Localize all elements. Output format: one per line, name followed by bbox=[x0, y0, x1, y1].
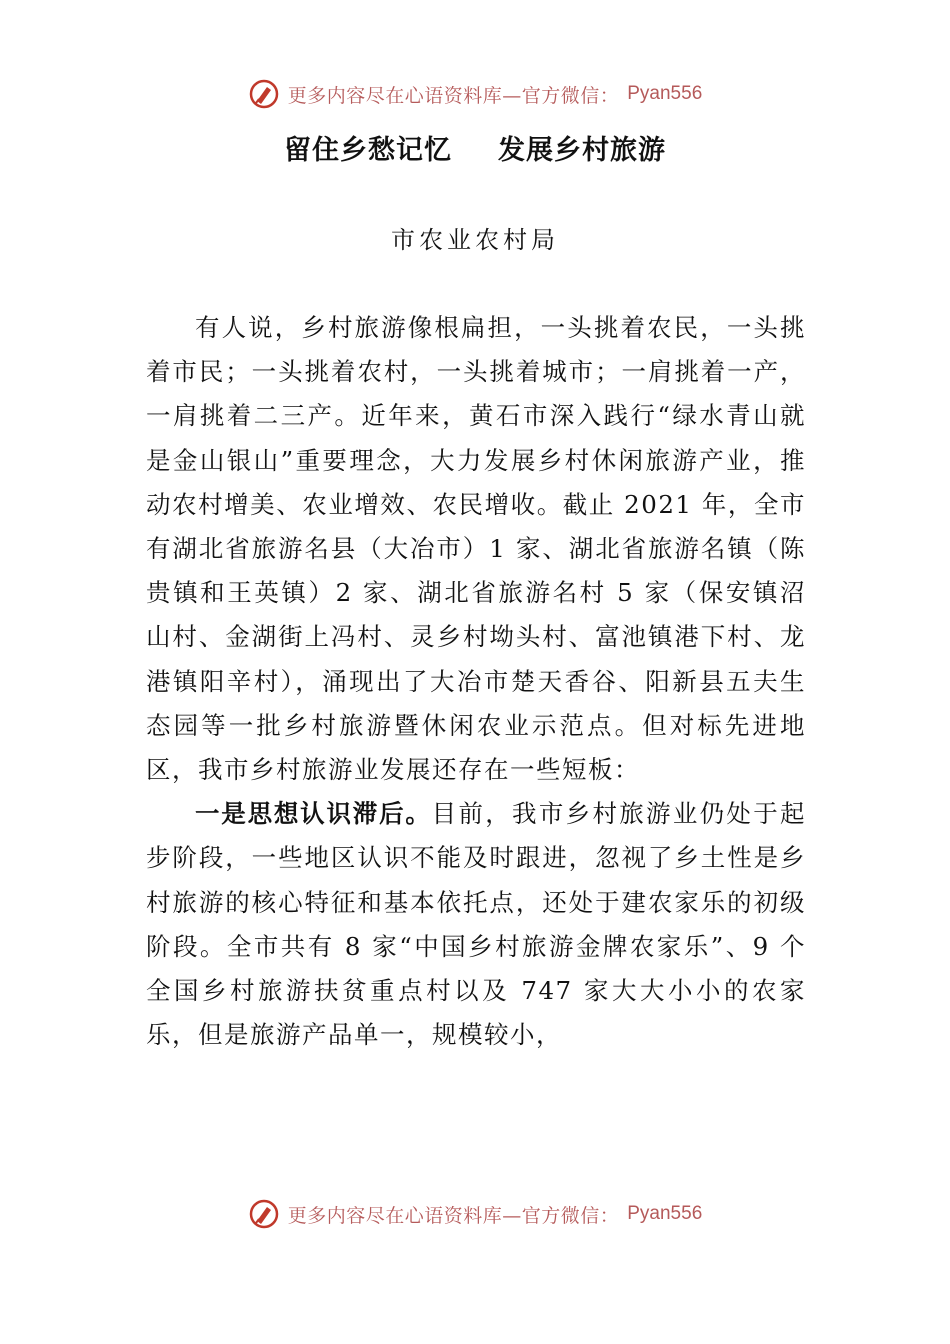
watermark-wechat-id: Pyan556 bbox=[627, 1203, 703, 1224]
watermark-text: 更多内容尽在心语资料库—官方微信： bbox=[287, 84, 620, 107]
document-body bbox=[146, 306, 806, 1057]
title-part-2: 发展乡村旅游 bbox=[498, 135, 666, 166]
paragraph-intro: 有人说，乡村旅游像根扁担，一头挑着农民，一头挑着市民；一头挑着农村，一头挑着城市；一肩挑着一产，一肩挑着二三产。近年来，黄石市深入践行“绿水青山就是金山银山”重要理念，大力发展乡村休闲旅游产业，推动农村增美、农业增效、农民增收。截止 2021 年，全市有湖北省旅游名县（大冶市）1 家、湖北省旅游名镇（陈贵镇和王英镇）2 家、湖北省旅游名村 5 家（保安镇沼山村、金湖街上冯村、灵乡村坳头村、富池镇港下村、龙港镇阳辛村），涌现出了大冶市楚天香谷、阳新县五夫生态园等一批乡村旅游暨休闲农业示范点。但对标先进地区，我市乡村旅游业发展还存在一些短板： bbox=[146, 313, 806, 785]
watermark-header bbox=[0, 74, 950, 114]
pen-logo-icon bbox=[248, 1198, 280, 1230]
point-1-text: 目前，我市乡村旅游业仍处于起步阶段，一些地区认识不能及时跟进，忽视了乡土性是乡村旅游的核心特征和基本依托点，还处于建农家乐的初级阶段。全市共有 8 家“中国乡村旅游金牌农家乐”、9 个全国乡村旅游扶贫重点村以及 747 家大大小小的农家乐，但是旅游产品单一，规模较小， bbox=[146, 799, 807, 1050]
point-1-heading: 一是思想认识滞后。 bbox=[195, 799, 432, 829]
document-title bbox=[0, 128, 950, 167]
watermark-footer bbox=[0, 1194, 950, 1234]
watermark-wechat-id: Pyan556 bbox=[627, 83, 703, 104]
watermark-text: 更多内容尽在心语资料库—官方微信： bbox=[287, 1204, 620, 1227]
pen-logo-icon bbox=[248, 78, 280, 110]
document-author: 市农业农村局 bbox=[391, 226, 559, 254]
title-part-1: 留住乡愁记忆 bbox=[284, 135, 452, 166]
paragraph-point-1 bbox=[146, 792, 806, 1057]
